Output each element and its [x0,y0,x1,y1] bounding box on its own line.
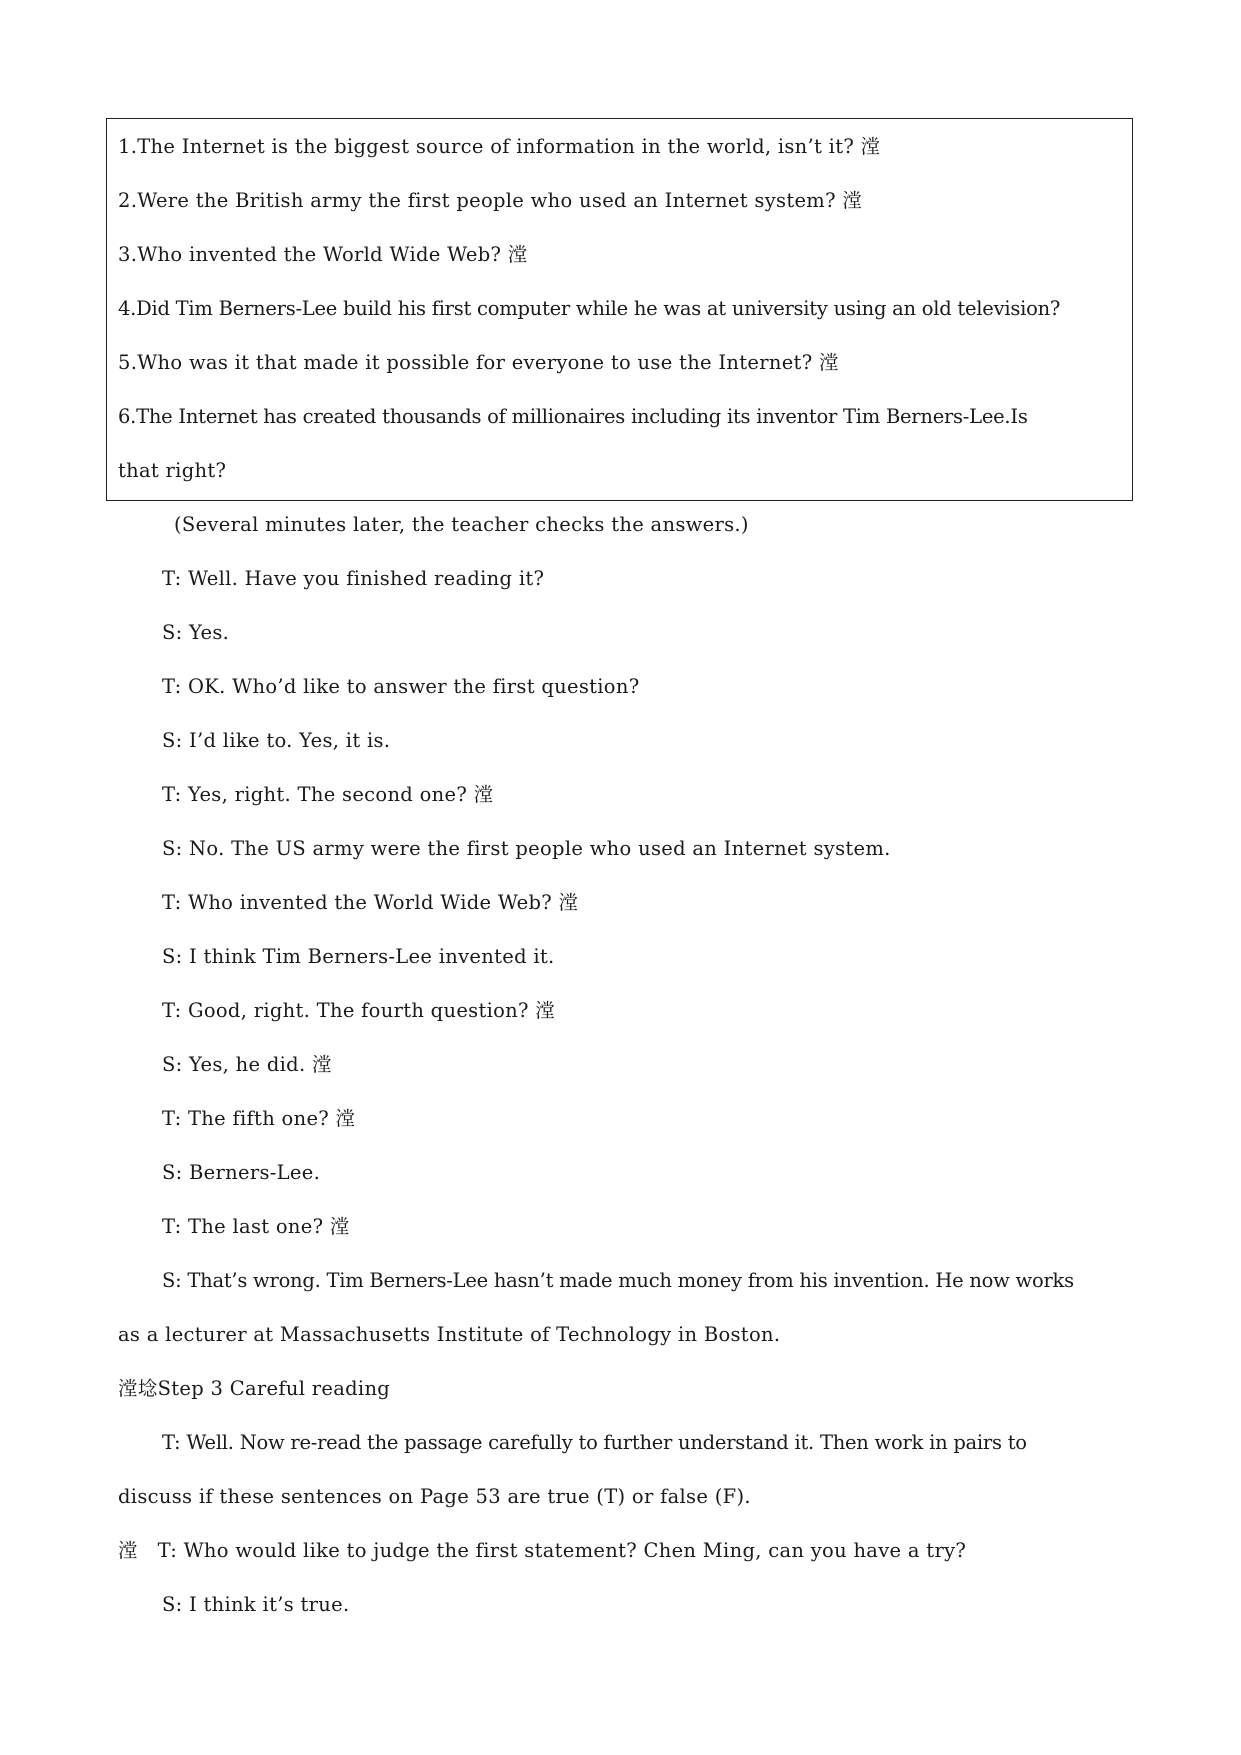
question-3: 3.Who invented the World Wide Web? 漟 [118,243,528,266]
step3-heading: 漟埝Step 3 Careful reading [118,1377,391,1400]
step3-dialogue-line: S: I think it’s true. [162,1593,350,1616]
dialogue-line: S: I’d like to. Yes, it is. [162,729,391,752]
dialogue-line: S: Yes, he did. 漟 [162,1053,332,1076]
dialogue-line: S: Yes. [162,621,230,644]
step3-dialogue-line: 漟 T: Who would like to judge the first statement? Chen Ming, can you have a try? [118,1539,967,1562]
step3-paragraph: T: Well. Now re-read the passage carefully to further understand it. Then work in pairs to [162,1431,1027,1454]
question-6-line-2: that right? [118,459,227,482]
dialogue-line: T: The fifth one? 漟 [162,1107,356,1130]
question-6-line-1: 6.The Internet has created thousands of millionaires including its inventor Tim Berners-Lee.Is [118,405,1028,428]
question-5: 5.Who was it that made it possible for everyone to use the Internet? 漟 [118,351,839,374]
dialogue-line: S: That’s wrong. Tim Berners-Lee hasn’t made much money from his invention. He now works [162,1269,1074,1292]
dialogue-line-continuation: as a lecturer at Massachusetts Institute of Technology in Boston. [118,1323,781,1346]
question-1: 1.The Internet is the biggest source of information in the world, isn’t it? 漟 [118,135,881,158]
dialogue-line: S: I think Tim Berners-Lee invented it. [162,945,555,968]
dialogue-line: T: Who invented the World Wide Web? 漟 [162,891,579,914]
question-4: 4.Did Tim Berners-Lee build his first computer while he was at university using an old television? [118,297,1061,320]
question-2: 2.Were the British army the first people who used an Internet system? 漟 [118,189,863,212]
stage-direction: (Several minutes later, the teacher checks the answers.) [174,513,749,536]
dialogue-line: S: No. The US army were the first people who used an Internet system. [162,837,891,860]
step3-paragraph-continuation: discuss if these sentences on Page 53 are true (T) or false (F). [118,1485,751,1508]
dialogue-line: T: OK. Who’d like to answer the first question? [162,675,640,698]
dialogue-line: T: Well. Have you finished reading it? [162,567,545,590]
dialogue-line: S: Berners-Lee. [162,1161,321,1184]
dialogue-line: T: The last one? 漟 [162,1215,350,1238]
dialogue-line: T: Yes, right. The second one? 漟 [162,783,494,806]
dialogue-line: T: Good, right. The fourth question? 漟 [162,999,556,1022]
